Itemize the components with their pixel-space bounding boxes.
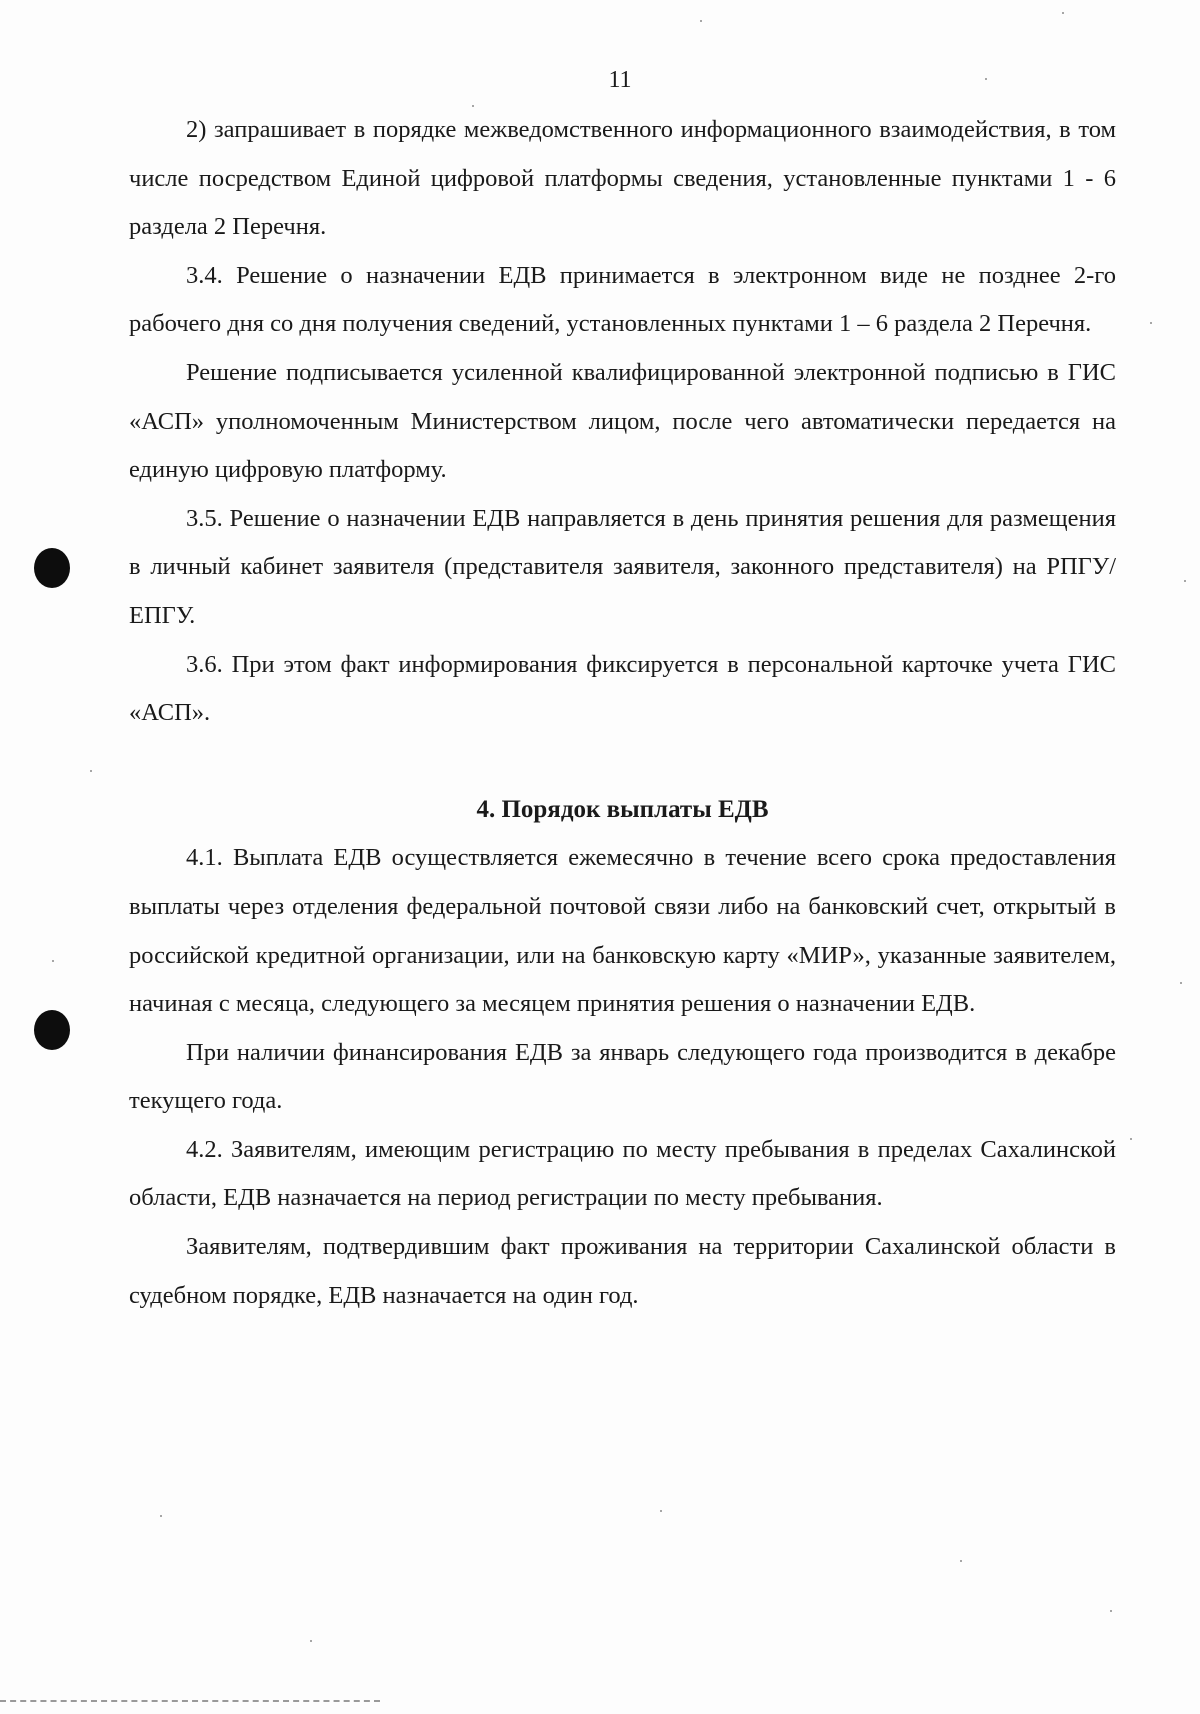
scan-speck [1180,982,1182,984]
paragraph-3-4: 3.4. Решение о назначении ЕДВ принимается в электронном виде не позднее 2-го рабочего дня со дня получения сведений, установленных пунктами 1 – 6 раздела 2 Перечня. [129,261,1116,338]
punch-hole-top [34,548,70,588]
paragraph-3-5: 3.5. Решение о назначении ЕДВ направляется в день принятия решения для размещения в личный кабинет заявителя (представителя заявителя, законного представителя) на РПГУ/ЕПГУ. [129,504,1116,629]
paragraph-4-2: 4.2. Заявителям, имеющим регистрацию по месту пребывания в пределах Сахалинской области, ЕДВ назначается на период регистрации по месту пребывания. [129,1135,1116,1212]
scan-speck [472,105,474,107]
scan-speck [700,20,702,22]
scan-speck [90,770,92,772]
section-heading-4: 4. Порядок выплаты ЕДВ [476,795,769,823]
scan-edge-line [0,1700,380,1702]
scan-speck [1184,580,1186,582]
paragraph-item-2-request: 2) запрашивает в порядке межведомственного информационного взаимодействия, в том числе посредством Единой цифровой платформы сведения, установленные пунктами 1 - 6 раздела 2 Перечня. [129,116,1116,241]
punch-hole-bottom [34,1010,70,1050]
paragraph-january-financing: При наличии финансирования ЕДВ за январь следующего года производится в декабре текущего года. [129,1038,1116,1115]
page-number: 11 [608,67,632,93]
paragraph-3-6: 3.6. При этом факт информирования фиксируется в персональной карточке учета ГИС «АСП». [129,650,1116,727]
paragraph-decision-signing: Решение подписывается усиленной квалифицированной электронной подписью в ГИС «АСП» уполномоченным Министерством лицом, после чего автоматически передается на единую цифровую платформу. [129,358,1116,484]
scan-speck [1130,1138,1132,1140]
scan-speck [960,1560,962,1562]
scan-speck [985,78,987,80]
scan-speck [310,1640,312,1642]
scan-speck [1110,1610,1112,1612]
document-body [129,106,1116,1320]
scan-speck [1062,12,1064,14]
scan-speck [660,1510,662,1512]
paragraph-4-1: 4.1. Выплата ЕДВ осуществляется ежемесячно в течение всего срока предоставления выплаты через отделения федеральной почтовой связи либо на банковский счет, открытый в российской кредитной организации, или на банковскую карту «МИР», указанные заявителем, начиная с месяца, следующего за месяцем принятия решения о назначении ЕДВ. [129,844,1116,1018]
scan-speck [1150,322,1152,324]
paragraph-court-residence: Заявителям, подтвердившим факт проживания на территории Сахалинской области в судебном порядке, ЕДВ назначается на один год. [129,1233,1116,1309]
scan-speck [160,1515,162,1517]
scan-speck [52,960,54,962]
